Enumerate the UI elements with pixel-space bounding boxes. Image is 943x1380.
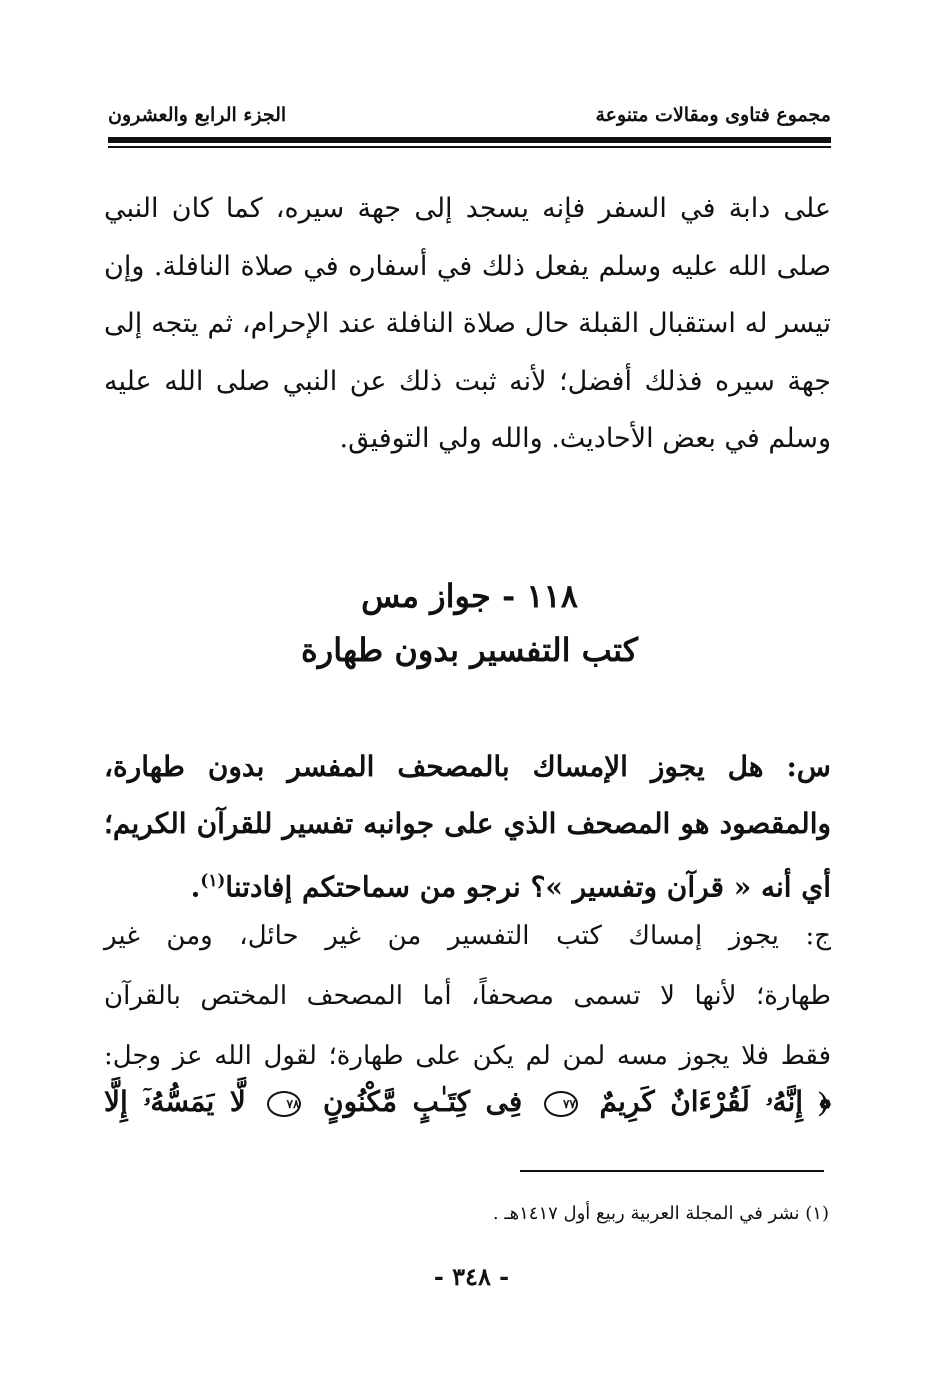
intro-line: صلى الله عليه وسلم يفعل ذلك في أسفاره في صلاة النافلة. وإن [104,250,831,282]
volume-label: الجزء الرابع والعشرون [108,104,287,126]
answer-line: ج: يجوز إمساك كتب التفسير من غير حائل، ومن غير [104,921,831,951]
answer-paragraph [104,906,831,1086]
verse-part: إِنَّهُۥ لَقُرْءَانٌ كَرِيمٌ [599,1085,804,1118]
intro-line: وسلم في بعض الأحاديث. والله ولي التوفيق. [339,423,831,454]
footnote: (١) نشر في المجلة العربية ربيع أول ١٤١٧هـ . [492,1203,829,1224]
intro-line: جهة سيره فذلك أفضل؛ لأنه ثبت ذلك عن النبي صلى الله عليه [104,365,831,397]
intro-paragraph [104,180,831,468]
question-line: والمقصود هو المصحف الذي على جوانبه تفسير للقرآن الكريم؛ [104,807,831,840]
book-title: مجموع فتاوى ومقالات متنوعة [595,104,831,126]
page-number: - ٣٤٨ - [433,1262,510,1291]
question-line: أي أنه « قرآن وتفسير »؟ نرجو من سماحتكم إفادتنا [225,870,831,904]
section-title-line1: ١١٨ - جواز مس [361,577,578,615]
answer-line: طهارة؛ لأنها لا تسمى مصحفاً، أما المصحف المختص بالقرآن [104,981,831,1011]
intro-line: تيسر له استقبال القبلة حال صلاة النافلة عند الإحرام، ثم يتجه إلى [104,308,831,339]
section-title-line2: كتب التفسير بدون طهارة [301,631,638,669]
verse-part: لَّا يَمَسُّهُۥٓ إِلَّا [104,1085,246,1118]
verse-part: فِى كِتَـٰبٍ مَّكْنُونٍ [323,1085,523,1118]
question-line: س: هل يجوز الإمساك بالمصحف المفسر بدون طهارة، [104,750,831,783]
ayah-number-marker: ٧٧ [544,1091,578,1117]
footnote-ref: (١) [200,870,226,890]
header-rule-thin [108,146,831,148]
question-paragraph [104,738,831,915]
ayah-number-marker: ٧٨ [267,1091,301,1117]
quran-verse [104,1080,831,1124]
intro-line: على دابة في السفر فإنه يسجد إلى جهة سيره، كما كان النبي [104,193,831,224]
running-header [108,104,831,134]
header-rule-thick [108,137,831,143]
footnote-separator [520,1170,824,1172]
answer-line: فقط فلا يجوز مسه لمن لم يكن على طهارة؛ لقول الله عز وجل: [104,1041,831,1071]
question-end: . [190,870,201,904]
verse-open-bracket: ﴿ [818,1085,832,1118]
